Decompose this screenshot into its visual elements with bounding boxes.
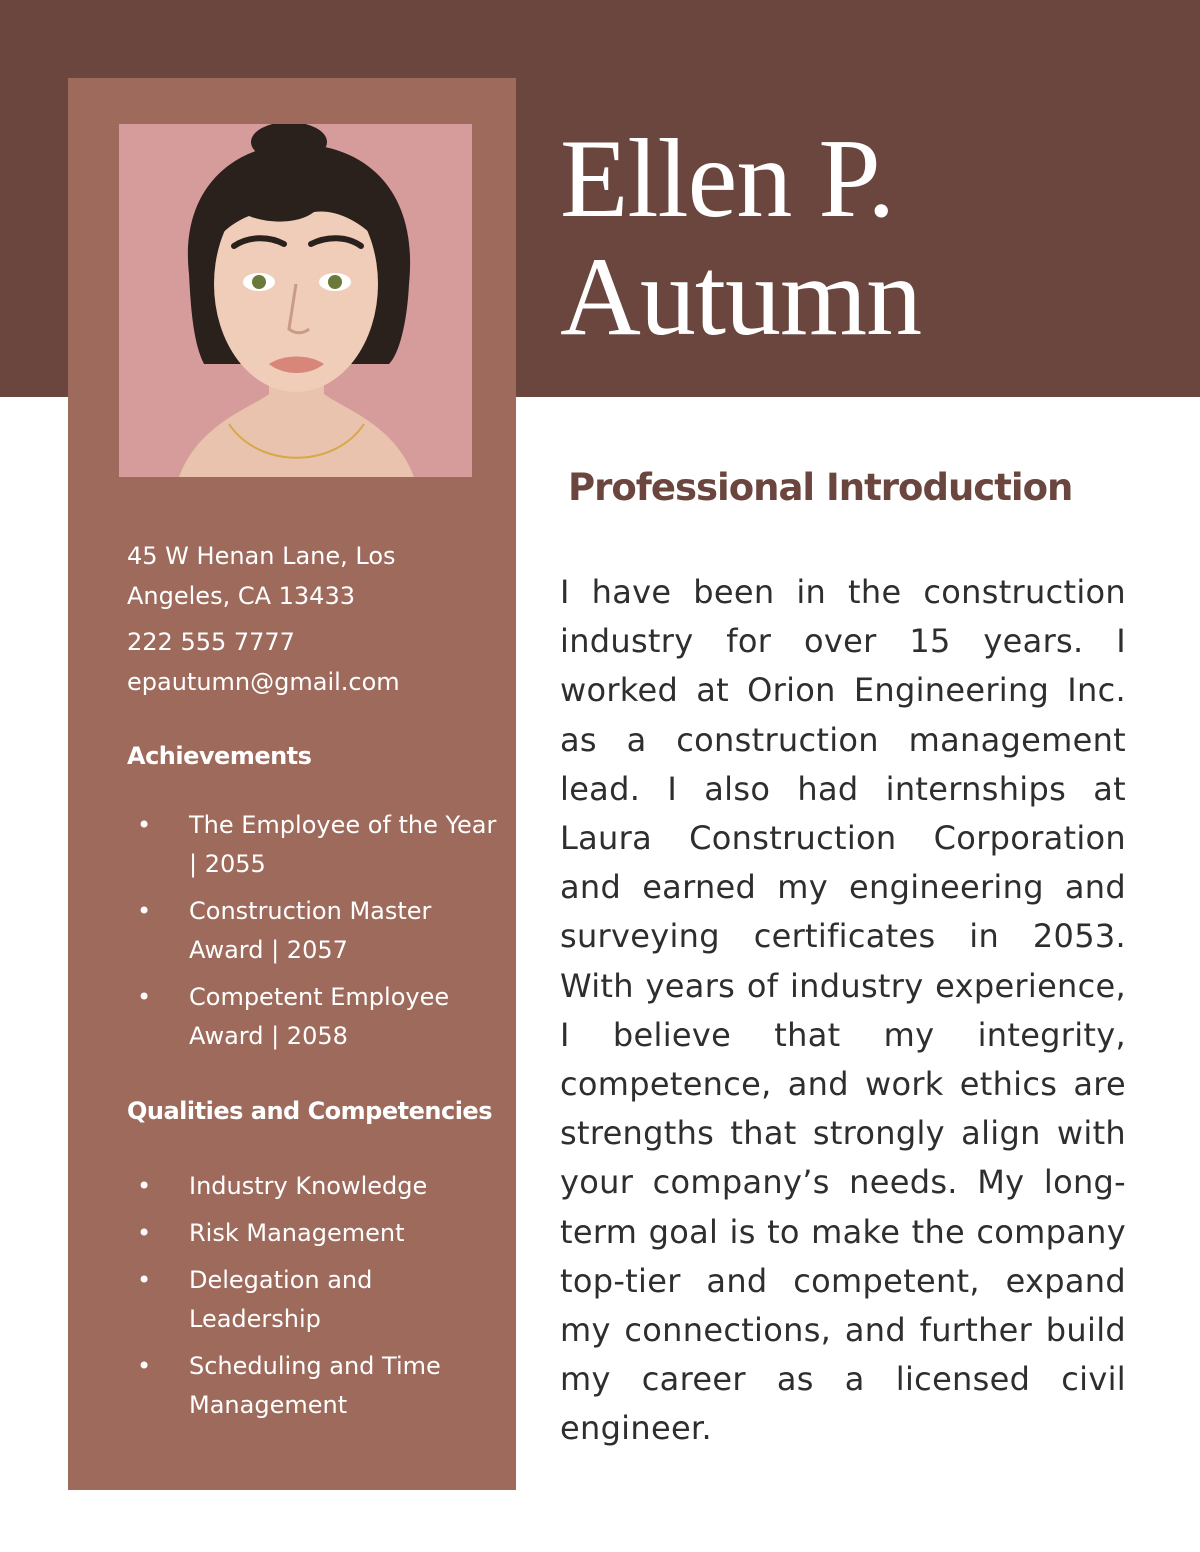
bullet-icon: • [137,1352,152,1380]
name-first-line: Ellen P. [560,117,895,241]
bullet-icon: • [137,983,152,1011]
bullet-icon: • [137,897,152,925]
section-title-introduction: Professional Introduction [568,466,1073,509]
address: 45 W Henan Lane, Los Angeles, CA 13433 [127,542,396,610]
achievements-list [127,806,502,1064]
bullet-icon: • [137,811,152,839]
list-item: • Delegation and Leadership [127,1261,502,1339]
email-address: epautumn@gmail.com [127,668,400,696]
list-item: • Construction Master Award | 2057 [127,892,502,970]
introduction-paragraph: I have been in the construction industry for over 15 years. I worked at Orion Engineering Inc. as a construction management lead. I also had internships at Laura Construction Corporation and earned my engineering and surveying certificates in 2053. With years of industry experience, I believe that my integrity, competence, and work ethics are strengths that strongly align with your company’s needs. My long-term goal is to make the company top-tier and competent, expand my connections, and further build my career as a licensed civil engineer. [560,573,1126,1448]
contact-info [127,536,497,702]
achievements-title: Achievements [127,742,312,770]
profile-photo [119,124,472,477]
list-item: • Scheduling and Time Management [127,1347,502,1425]
list-item: • Competent Employee Award | 2058 [127,978,502,1056]
portrait-illustration [119,124,472,477]
bullet-icon: • [137,1219,152,1247]
phone-number: 222 555 7777 [127,628,295,656]
bullet-icon: • [137,1266,152,1294]
sidebar [68,78,516,1490]
qualities-title: Qualities and Competencies [127,1097,492,1125]
name-second-line: Autumn [560,235,922,359]
qualities-list [127,1167,502,1433]
list-item: • The Employee of the Year | 2055 [127,806,502,884]
list-item: • Industry Knowledge [127,1167,502,1206]
candidate-name [560,117,922,359]
bullet-icon: • [137,1172,152,1200]
list-item: • Risk Management [127,1214,502,1253]
